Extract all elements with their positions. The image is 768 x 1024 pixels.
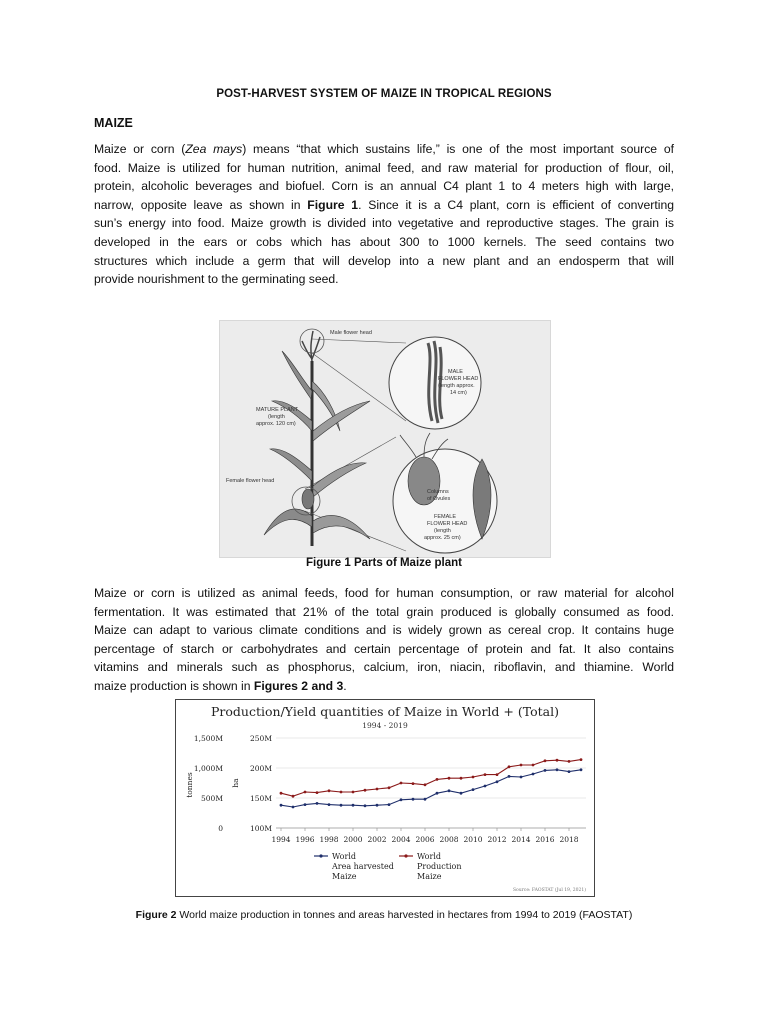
- paragraph-maize-uses-line: Maize can adapt to various climate conditions and is widely grown as cereal crop. It contains huge: [94, 623, 674, 638]
- data-point: [316, 791, 319, 794]
- paragraph-maize-uses-line: percentage of starch or carbohydrates and certain percentage of protein and fat. It also contains: [94, 641, 674, 656]
- label-male-inset-1: MALE: [448, 369, 463, 375]
- maize-production-chart: [175, 699, 595, 897]
- figure2-caption: [0, 909, 768, 921]
- data-point: [472, 788, 475, 791]
- data-point: [352, 791, 355, 794]
- x-tick-label: 2012: [487, 835, 507, 844]
- chart-source-note: Source: FAOSTAT (Jul 19, 2021): [512, 888, 586, 893]
- legend-label: Maize: [332, 872, 357, 881]
- label-male-flower-head: Male flower head: [330, 330, 372, 336]
- data-point: [280, 792, 283, 795]
- legend-label: World: [332, 852, 356, 861]
- data-point: [472, 776, 475, 779]
- maize-plant-illustration: [220, 321, 550, 557]
- data-point: [448, 777, 451, 780]
- data-point: [292, 795, 295, 798]
- data-point: [532, 764, 535, 767]
- data-point: [400, 798, 403, 801]
- data-point: [328, 789, 331, 792]
- x-tick-label: 2016: [535, 835, 555, 844]
- paragraph-maize-intro-line: narrow, opposite leave as shown in Figure 1. Since it is a C4 plant, corn is efficient of converting: [94, 197, 674, 212]
- paragraph-maize-uses: [94, 584, 674, 696]
- y-right-tick-label: 250M: [250, 734, 272, 743]
- data-point: [484, 773, 487, 776]
- label-female-inset-2: FLOWER HEAD: [427, 521, 468, 527]
- y-right-tick-label: 150M: [250, 794, 272, 803]
- data-point: [412, 798, 415, 801]
- chart-title: Production/Yield quantities of Maize in World + (Total): [211, 704, 559, 719]
- data-point: [280, 804, 283, 807]
- data-point: [556, 768, 559, 771]
- x-tick-label: 1994: [271, 835, 291, 844]
- legend-label: Production: [417, 862, 462, 871]
- paragraph-maize-intro-line: developed in the ears or cobs which has about 300 to 1000 kernels. The seed contains two: [94, 234, 674, 249]
- data-point: [328, 803, 331, 806]
- paragraph-maize-intro-line: Maize or corn (Zea mays) means “that which sustains life,” is one of the most important source of: [94, 142, 674, 156]
- x-tick-label: 2008: [439, 835, 459, 844]
- data-point: [496, 780, 499, 783]
- document-title: POST-HARVEST SYSTEM OF MAIZE IN TROPICAL REGIONS: [216, 88, 552, 100]
- label-columns-2: of Ovules: [427, 496, 451, 502]
- label-male-inset-3: (length approx.: [438, 383, 475, 389]
- data-point: [436, 778, 439, 781]
- label-male-inset-4: 14 cm): [450, 390, 467, 396]
- data-point: [388, 803, 391, 806]
- data-point: [568, 760, 571, 763]
- maize-plant-figure: [219, 320, 551, 558]
- x-tick-label: 2018: [559, 835, 579, 844]
- data-point: [556, 759, 559, 762]
- label-male-inset-2: FLOWER HEAD: [438, 376, 479, 382]
- data-point: [520, 764, 523, 767]
- data-point: [424, 783, 427, 786]
- data-point: [340, 791, 343, 794]
- data-point: [508, 765, 511, 768]
- series-line: [281, 760, 581, 797]
- y-right-tick-label: 100M: [250, 824, 272, 833]
- data-point: [532, 773, 535, 776]
- data-point: [580, 758, 583, 761]
- data-point: [400, 782, 403, 785]
- data-point: [364, 789, 367, 792]
- data-point: [580, 768, 583, 771]
- data-point: [544, 769, 547, 772]
- data-point: [388, 786, 391, 789]
- y-left-tick-label: 0: [218, 824, 223, 833]
- y-left-tick-label: 1,500M: [193, 734, 223, 743]
- paragraph-maize-intro-line: structures which include a germ that will develop into a new plant and an endosperm that will: [94, 253, 674, 268]
- paragraph-maize-intro-line: provide nourishment to the germinating seed.: [94, 272, 339, 287]
- data-point: [520, 776, 523, 779]
- data-point: [484, 785, 487, 788]
- figure2-caption-label: Figure 2: [135, 909, 177, 921]
- data-point: [508, 775, 511, 778]
- y-left-tick-label: 1,000M: [193, 764, 223, 773]
- label-female-inset-3: (length: [434, 528, 451, 534]
- paragraph-maize-intro: [94, 140, 674, 289]
- data-point: [460, 792, 463, 795]
- y-left-axis-label: tonnes: [185, 772, 194, 798]
- data-point: [460, 777, 463, 780]
- paragraph-maize-intro-line: sun’s energy into food. Maize growth is divided into vegetative and reproductive stages. The grain is: [94, 216, 674, 231]
- x-tick-label: 2000: [343, 835, 363, 844]
- paragraph-maize-uses-line: Maize or corn is utilized as animal feeds, food for human consumption, or raw material for alcohol: [94, 586, 674, 600]
- data-point: [436, 792, 439, 795]
- data-point: [376, 804, 379, 807]
- section-heading: MAIZE: [94, 116, 133, 130]
- paragraph-maize-uses-line: vitamins and minerals such as phosphorus, calcium, iron, niacin, riboflavin, and thiamine. World: [94, 660, 674, 675]
- x-tick-label: 2010: [463, 835, 483, 844]
- data-point: [292, 806, 295, 809]
- figure2-caption-text: World maize production in tonnes and areas harvested in hectares from 1994 to 2019 (FAOSTAT): [176, 909, 633, 921]
- x-tick-label: 2014: [511, 835, 531, 844]
- legend-label: Area harvested: [332, 862, 394, 871]
- chart-plot: [176, 700, 594, 896]
- legend-label: World: [417, 852, 441, 861]
- x-tick-label: 2002: [367, 835, 387, 844]
- data-point: [304, 803, 307, 806]
- y-right-tick-label: 200M: [250, 764, 272, 773]
- label-female-inset-1: FEMALE: [434, 514, 457, 520]
- data-point: [364, 804, 367, 807]
- data-point: [448, 789, 451, 792]
- x-tick-label: 2006: [415, 835, 435, 844]
- x-tick-label: 1998: [319, 835, 339, 844]
- label-mature-plant-2: (length: [268, 414, 285, 420]
- paragraph-maize-intro-line: protein, alcoholic beverages and biofuel. Corn is an annual C4 plant 1 to 4 meters high with large,: [94, 179, 674, 194]
- data-point: [412, 782, 415, 785]
- data-point: [496, 773, 499, 776]
- y-right-axis-label: ha: [231, 778, 240, 788]
- data-point: [316, 802, 319, 805]
- label-mature-plant-3: approx. 120 cm): [256, 421, 296, 427]
- x-tick-label: 1996: [295, 835, 315, 844]
- label-female-inset-4: approx. 25 cm): [424, 535, 461, 541]
- label-female-flower-head: Female flower head: [226, 478, 275, 484]
- data-point: [424, 798, 427, 801]
- y-left-tick-label: 500M: [201, 794, 223, 803]
- x-tick-label: 2004: [391, 835, 411, 844]
- label-columns-1: Columns: [427, 489, 449, 495]
- paragraph-maize-intro-line: food. Maize is utilized for human nutrition, animal feed, and raw material for production of flour, oil,: [94, 160, 674, 175]
- data-point: [544, 759, 547, 762]
- legend-marker: [404, 854, 407, 857]
- series-line: [281, 770, 581, 807]
- legend-label: Maize: [417, 872, 442, 881]
- chart-subtitle: 1994 - 2019: [362, 721, 408, 730]
- label-mature-plant-1: MATURE PLANT: [256, 407, 299, 413]
- paragraph-maize-uses-line: fermentation. It was estimated that 21% of the total grain produced is globally consumed as food.: [94, 604, 674, 619]
- data-point: [352, 804, 355, 807]
- figure1-caption: Figure 1 Parts of Maize plant: [306, 557, 462, 569]
- paragraph-maize-uses-line: maize production is shown in Figures 2 and 3.: [94, 678, 347, 693]
- data-point: [568, 770, 571, 773]
- legend-marker: [319, 854, 322, 857]
- data-point: [304, 791, 307, 794]
- data-point: [376, 788, 379, 791]
- data-point: [340, 804, 343, 807]
